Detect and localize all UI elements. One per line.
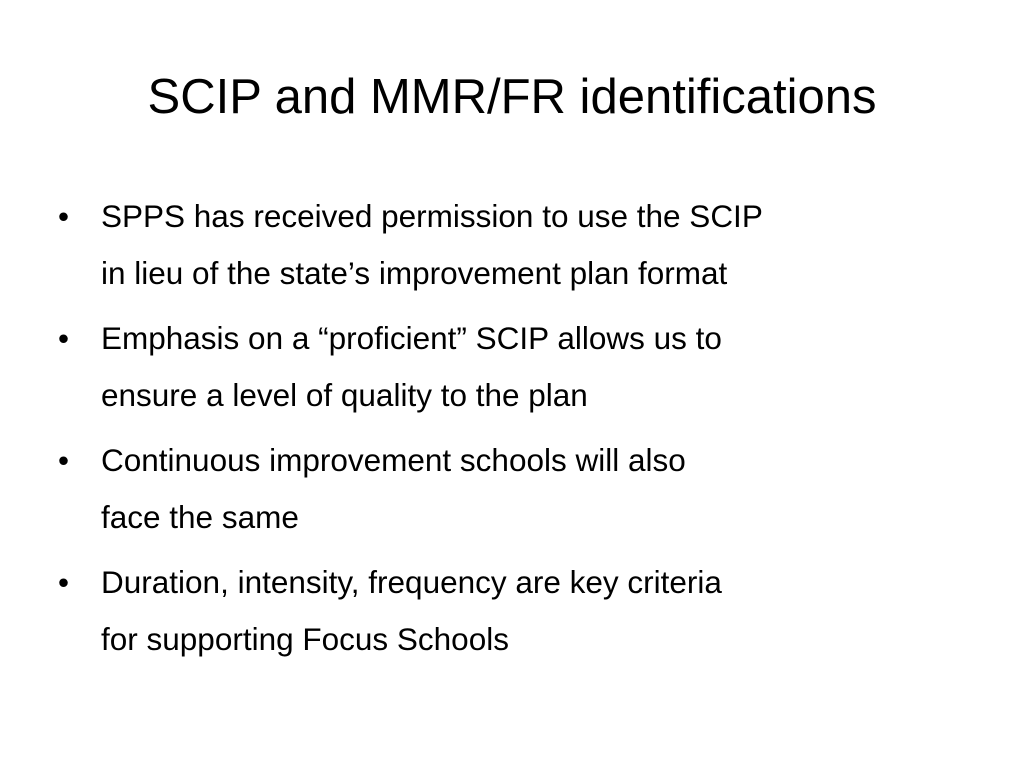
bullet-list: [52, 188, 992, 676]
bullet-dot-icon: •: [58, 442, 70, 478]
bullet-dot-icon: •: [58, 564, 70, 600]
bullet-item-1: [52, 188, 992, 302]
slide-title: SCIP and MMR/FR identifications: [147, 70, 877, 124]
bullet-line: ensure a level of quality to the plan: [101, 377, 588, 413]
bullet-line: in lieu of the state’s improvement plan format: [101, 255, 728, 291]
bullet-dot-icon: •: [58, 320, 70, 356]
bullet-item-3: [52, 432, 992, 546]
bullet-line: Emphasis on a “proficient” SCIP allows us to: [101, 320, 722, 356]
bullet-line: face the same: [101, 499, 299, 535]
bullet-line: SPPS has received permission to use the SCIP: [101, 198, 763, 234]
bullet-dot-icon: •: [58, 198, 70, 234]
bullet-line: Continuous improvement schools will also: [101, 442, 686, 478]
bullet-item-4: [52, 554, 992, 668]
bullet-line: Duration, intensity, frequency are key criteria: [101, 564, 722, 600]
bullet-line: for supporting Focus Schools: [101, 621, 509, 657]
bullet-item-2: [52, 310, 992, 424]
